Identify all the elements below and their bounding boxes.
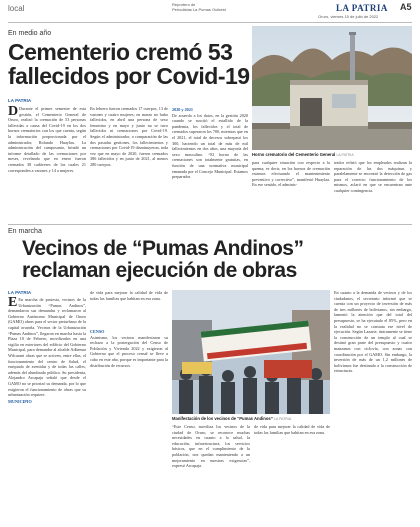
story2-kicker: En marcha (8, 228, 42, 235)
story1-headline-line2: fallecidos por Covid-19 (8, 63, 250, 90)
story2-column-2 (90, 328, 168, 523)
story2-col5-text: En cuanto a la demanda de vecinos y de los ciudadanos, el secretario informó que se cuenta con un proyecto de inversión de más de tres millones de bolivianos, sin embargo, lamentó la atención que del total del presupuesto, se ha ejecutado el 85%, pero en la realidad no se constata ese nivel de ejecución. Según Lazarte, únicamente se tiene la construcción de un templo al cual se destinó gran parte del presupuesto y cuatro manzanas con ciclovía, con zonas con coordinación por el GAMO. Sin embargo, la inversión de más de un 1,2 millones de bolivianos fue destinado a la construcción de estructuras. (334, 290, 412, 374)
dropcap: D (8, 106, 19, 119)
crematorium-photo-art (252, 26, 412, 150)
story2-byline: LA PATRIA (8, 290, 32, 295)
story2-headline-line2: reclaman ejecución de obras (22, 259, 297, 283)
story1-headline (8, 40, 250, 88)
page-header (0, 0, 420, 22)
march-photo-art (172, 290, 330, 414)
story2-headline-line1: Vecinos de “Pumas Andinos” (22, 237, 304, 260)
story2-column-3 (172, 424, 250, 523)
story-divider (8, 224, 412, 225)
header-tagline-line1: Reportero de (172, 2, 196, 7)
story2-col2b-text: Asimismo, los vecinos manifestaron su rechazo a la postergación del Censo de Población y Vivienda 2022 y exigieron al Gobierno que el proceso censal se lleve a cabo en este año, porque es importante para la distribución de recursos. (90, 334, 168, 368)
section-label: local (8, 4, 25, 13)
story2-subhead-municipio: MUNICIPIO (8, 398, 32, 404)
story2-col3-text: “Este Censo, moviliza los vecinos de la ciudad de Oruro, se reconoce muchas necesidades en cuanto a la salud, la educación, infraestructura, los servicios básicos, que en el cumplimiento de la población, nos quedan manteniendo a un mejoramiento en nuestras exigencias”, expresó Arcapaja. (172, 424, 250, 469)
issue-date: Oruro, viernes 15 de julio de 2022 (318, 14, 379, 19)
story1-col5-text: trador refirió que los empleados realizan la reparación de las dos máquinas y paralelamente se encontró la detección de gas para el correcto funcionamiento de los mismos, aclaró en que se encuentran ante cualquier contingencia. (334, 160, 412, 193)
story2-caption-credit: LA PATRIA (274, 417, 292, 421)
header-tagline-line2: Periodistas La Pumas Outkest (172, 7, 226, 12)
story2-col4-text: de vida para mejorar la calidad de vida de todas las familias que habitan en esa zona. (254, 424, 330, 435)
story1-col4-text: para cualquier situación con respecto a la quema; es decir, en los hornos de cremación estamos efectuando el mantenimiento preventivo y correctivo”, manifestó Huaylaa. En ese sentido, el adminis- (252, 160, 330, 188)
story2-col1-text: En marcha de protesta, vecinos de la Urbanización “Pumas Andinos”, demandaron sus demandas y reclamaron al Gobierno Autónomo Municipal de Oruro (GAMO) obras para el sector periurbano de la capital oruroña. Vecinos de la Urbanización “Pumas Andinos”, llegaron en marcha hasta la Plaza 10 de Febrero, movilizados en una vigilia en exteriores del edificio del Gobierno Municipal, para demandar al alcalde Adhemar Wilcarani obras que se activen, entre ellas, el funcionamiento del centro de Salud, el enripiado de avenidas y de todas las calles, además del alumbrado público. Su presidenta, Alejandro Arcapaja señaló que desde el GAMO no se priorizó su demanda, por lo que exigieron el funcionamiento de obras que su urbanización requiere. (8, 297, 86, 398)
story1-photo-caption (252, 152, 412, 158)
story1-kicker: En medio año (8, 30, 52, 37)
story2-col2a-text: de vida para mejorar la calidad de vida de todas las familias que habitan en esa zona. (90, 290, 168, 301)
story2-caption-text: Manifestación de los vecinos de “Pumas Andinos” (172, 416, 273, 421)
story2-photo-caption (172, 416, 332, 422)
story1-column-2 (90, 106, 168, 220)
story2-column-1 (8, 297, 86, 523)
story1-caption-credit: LA PATRIA (336, 153, 354, 157)
page-number: A5 (400, 2, 412, 12)
story1-column-3 (172, 106, 248, 220)
header-tagline (172, 2, 226, 12)
story1-subhead: 2020 y 2021 (172, 107, 193, 112)
story2-column-4 (254, 424, 330, 523)
march-photo (172, 290, 330, 414)
story2-column-5 (334, 290, 412, 523)
dropcap-2: E (8, 297, 18, 310)
story1-column-5 (334, 160, 412, 220)
story1-col3-text: De acuerdo a los datos, en la gestión 2020 cuando se suscitó el estallido de la pandemia, los fallecidos y el total de cremados superaron los 700, mientras que en el 2021, el total de decesos sobrepasó los 300, haciendo un total de más de mil fallecimientos en dos años, una mayoría del sexo masculino. “El horno de las cremaciones son totalmente gratuitas, en función de una normativa municipal emanada por el Concejo Municipal. Estamos preparados (172, 112, 248, 180)
masthead-logo: LA PATRIA (336, 3, 388, 13)
crematorium-photo (252, 26, 412, 150)
story1-column-4 (252, 160, 330, 220)
header-rule (8, 22, 412, 23)
story1-caption-text: Horno crematorio del Cementerio General (252, 152, 336, 157)
story1-headline-line1: Cementerio cremó 53 (8, 39, 233, 65)
story1-col2-text: En febrero fueron cremados 17 cuerpos, 13 de varones y cuatro mujeres; en marzo no hubo fallecidos, en abril una persona de sexo femenino y en mayo y junio no se tuvo fallecidos ni cremaciones por Covid-19. Según el administrador, a comparación de las dos pasadas gestiones, los fallecimientos y cremaciones por Covid-19 disminuyeron, toda vez que en mayo de 2020, fueron cremados 386 fallecidos y en junio de 2021, al menos 280 cuerpos. (90, 106, 168, 167)
story2-headline (22, 238, 303, 282)
story1-byline: LA PATRIA (8, 98, 32, 103)
story1-column-1 (8, 106, 86, 220)
story1-col1-text: Durante el primer semestre de esta gestión, el Cementerio General de Oruro, realizó la cremación de 53 personas fallecidas a causa del Covid-19 en los dos hornos crematorios con los que cuenta, según la información proporcionada por el administrador, Rolando Huaylaa. La administración del camposanto, brindó un informe detallado de las cremaciones por meses, revelando que en enero fueron cremados 38 cadáveres de los cuales 21 corresponden a varones y 14 a mujeres. (8, 106, 86, 173)
story2-column-2-top (90, 290, 168, 326)
story2-subhead-censo: CENSO (90, 329, 105, 334)
